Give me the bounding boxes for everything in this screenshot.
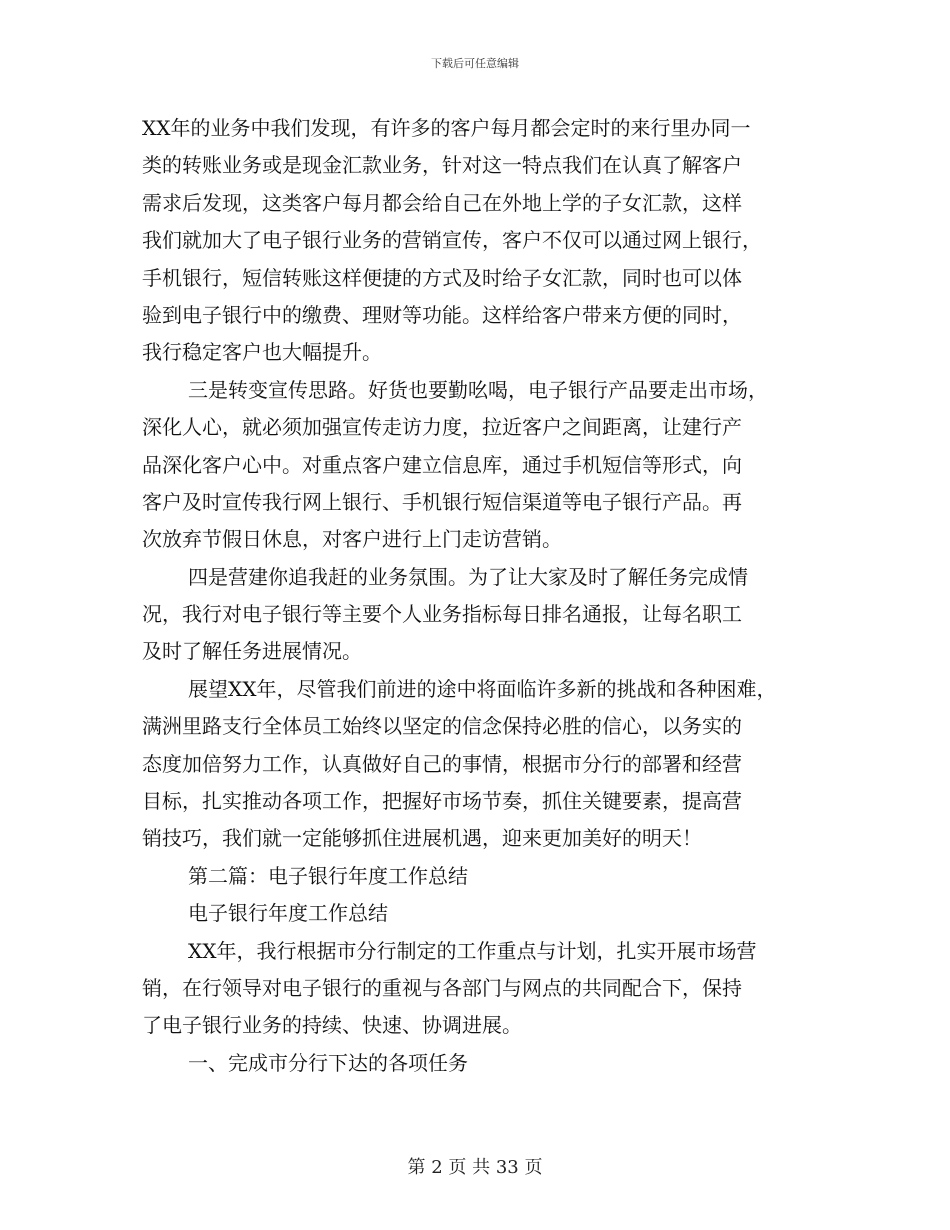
text-line: 我们就加大了电子银行业务的营销宣传，客户不仅可以通过网上银行，: [142, 228, 762, 253]
text-line: XX年，我行根据市分行制定的工作重点与计划，扎实开展市场营: [188, 938, 757, 963]
document-body: [142, 110, 822, 1082]
text-line: 四是营建你追我赶的业务氛围。为了让大家及时了解任务完成情: [188, 564, 748, 589]
text-line: 销技巧，我们就一定能够抓住进展机遇，迎来更加美好的明天！: [142, 826, 702, 851]
text-line: 客户及时宣传我行网上银行、手机银行短信渠道等电子银行产品。再: [142, 489, 742, 514]
text-line: 态度加倍努力工作，认真做好自己的事情，根据市分行的部署和经营: [142, 751, 742, 776]
text-line: 需求后发现，这类客户每月都会给自己在外地上学的子女汇款，这样: [142, 190, 742, 215]
text-line: 一、完成市分行下达的各项任务: [188, 1050, 468, 1075]
page-number: 第 2 页 共 33 页: [407, 1157, 543, 1178]
text-line: 深化人心，就必须加强宣传走访力度，拉近客户之间距离，让建行产: [142, 415, 742, 440]
text-line: 品深化客户心中。对重点客户建立信息库，通过手机短信等形式，向: [142, 452, 742, 477]
text-line: 满洲里路支行全体员工始终以坚定的信念保持必胜的信心，以务实的: [142, 714, 742, 739]
text-line: 手机银行，短信转账这样便捷的方式及时给子女汇款，同时也可以体: [142, 265, 742, 290]
text-line: 销，在行领导对电子银行的重视与各部门与网点的共同配合下，保持: [142, 975, 742, 1000]
text-line: 展望XX年，尽管我们前进的途中将面临许多新的挑战和各种困难，: [188, 676, 777, 701]
text-line: 目标，扎实推动各项工作，把握好市场节奏，抓住关键要素，提高营: [142, 789, 742, 814]
text-line: 我行稳定客户也大幅提升。: [142, 340, 382, 365]
text-line: 电子银行年度工作总结: [188, 901, 388, 926]
text-line: 了电子银行业务的持续、快速、协调进展。: [142, 1013, 522, 1038]
page-header: 下载后可任意编辑: [431, 57, 519, 70]
text-line: 第二篇：电子银行年度工作总结: [188, 863, 468, 888]
text-line: 三是转变宣传思路。好货也要勤吆喝，电子银行产品要走出市场，: [188, 377, 768, 402]
text-line: 次放弃节假日休息，对客户进行上门走访营销。: [142, 527, 562, 552]
text-line: 类的转账业务或是现金汇款业务，针对这一特点我们在认真了解客户: [142, 153, 742, 178]
text-line: XX年的业务中我们发现，有许多的客户每月都会定时的来行里办同一: [142, 116, 751, 140]
text-line: 验到电子银行中的缴费、理财等功能。这样给客户带来方便的同时，: [142, 302, 742, 327]
text-line: 况，我行对电子银行等主要个人业务指标每日排名通报，让每名职工: [142, 602, 742, 627]
text-line: 及时了解任务进展情况。: [142, 639, 362, 664]
